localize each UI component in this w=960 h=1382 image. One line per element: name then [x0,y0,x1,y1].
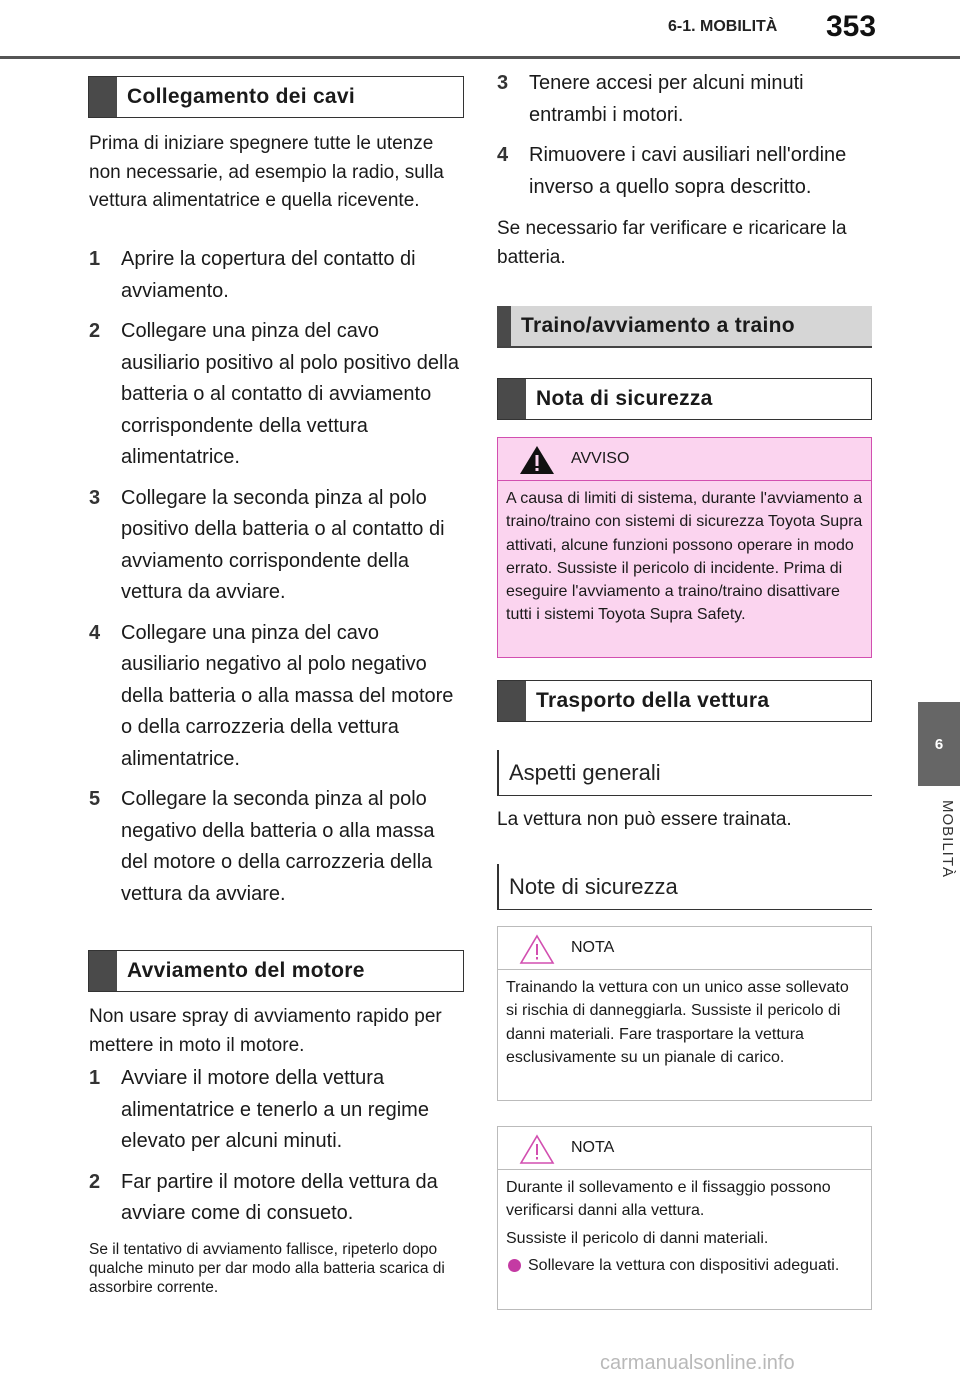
note-box-1 [497,926,872,1101]
subheading-note-sicurezza: Note di sicurezza [497,864,872,910]
section-title: 6-1. MOBILITÀ [668,18,778,35]
heading-bar [89,77,117,117]
note-text: Sussiste il pericolo di danni materiali. [506,1229,769,1247]
subheading-aspetti-generali: Aspetti generali [497,750,872,796]
list-item: 3 Tenere accesi per alcuni minuti entrambi i motori. [497,72,804,126]
motore-intro: Non usare spray di avviamento rapido per mettere in moto il motore. [89,1006,442,1056]
warning-text: A causa di limiti di sistema, durante l'avviamento a traino/traino con sistemi di sicurezza Toyota Supra attivati, alcune funzioni possono operare in modo errato. Sussiste il pericolo di incidente. Prima di eseguire l'avviamento a traino/traino disattivare tutti i sistemi Toyota Supra Safety. [506,490,863,624]
heading-bar [497,306,511,346]
warning-title: AVVISO [571,450,630,467]
motore-steps [89,1063,461,1230]
watermark: carmanualsonline.info [600,1352,795,1374]
list-item: 5 Collegare la seconda pinza al polo negativo della batteria o alla massa del motore o della carrozzeria della vettura da avviare. [89,788,435,905]
warning-box [497,437,872,658]
heading-avviamento-motore: Avviamento del motore [88,950,464,992]
heading-collegamento-cavi: Collegamento dei cavi [88,76,464,118]
aspetti-text: La vettura non può essere trainata. [497,809,792,830]
heading-traino: Traino/avviamento a traino [497,306,872,348]
list-item: 3 Collegare la seconda pinza al polo positivo della batteria o al contatto di avviamento corrispondente della vettura da avviare. [89,486,445,603]
page-number: 353 [826,10,877,43]
note-text: Durante il sollevamento e il fissaggio possono verificarsi danni alla vettura. [506,1179,831,1220]
note-title: NOTA [571,1139,615,1156]
list-item: 2 Collegare una pinza del cavo ausiliario positivo al polo positivo della batteria o al contatto di avviamento corrispondente della vettura alimentatrice. [89,320,459,468]
heading-nota-sicurezza: Nota di sicurezza [497,378,872,420]
note-body [498,1170,871,1277]
list-item: 1 Avviare il motore della vettura alimentatrice e tenerlo a un regime elevato per alcuni minuti. [89,1067,429,1152]
note-box-2 [497,1126,872,1310]
warning-triangle-icon [518,444,556,481]
caution-triangle-icon [518,933,556,970]
caution-triangle-icon [518,1133,556,1170]
continued-steps [497,68,869,203]
note-text: Trainando la vettura con un unico asse sollevato si rischia di danneggiarla. Sussiste il pericolo di danni materiali. Fare trasportare la vettura esclusivamente su un pianale di carico. [506,979,849,1066]
motore-note: Se il tentativo di avviamento fallisce, ripeterlo dopo qualche minuto per dar modo alla batteria scarica di assorbire corrente. [89,1241,445,1296]
note-header [498,1127,871,1170]
heading-bar [89,951,117,991]
heading-bar [498,379,526,419]
chapter-tab-number: 6 [918,702,960,786]
bullet-icon [508,1259,521,1272]
heading-bar [498,681,526,721]
header-rule [0,56,960,59]
list-item: 4 Rimuovere i cavi ausiliari nell'ordine inverso a quello sopra descritto. [497,144,847,198]
heading-trasporto: Trasporto della vettura [497,680,872,722]
list-item: 1 Aprire la copertura del contatto di avviamento. [89,248,416,302]
chapter-tab-label: MOBILITÀ [939,800,956,879]
warning-header [498,438,871,481]
note-title: NOTA [571,939,615,956]
list-item: 4 Collegare una pinza del cavo ausiliario negativo al polo negativo della batteria o alla massa del motore o della carrozzeria della vettura alimentatrice. [89,621,454,770]
list-item: Sollevare la vettura con dispositivi adeguati. [506,1254,863,1277]
cavi-intro: Prima di iniziare spegnere tutte le utenze non necessarie, ad esempio la radio, sulla vettura alimentatrice e quella ricevente. [89,133,444,211]
battery-check-text: Se necessario far verificare e ricaricare la batteria. [497,218,847,268]
cavi-steps [89,244,461,910]
list-item: 2 Far partire il motore della vettura da avviare come di consueto. [89,1170,438,1224]
note-header [498,927,871,970]
